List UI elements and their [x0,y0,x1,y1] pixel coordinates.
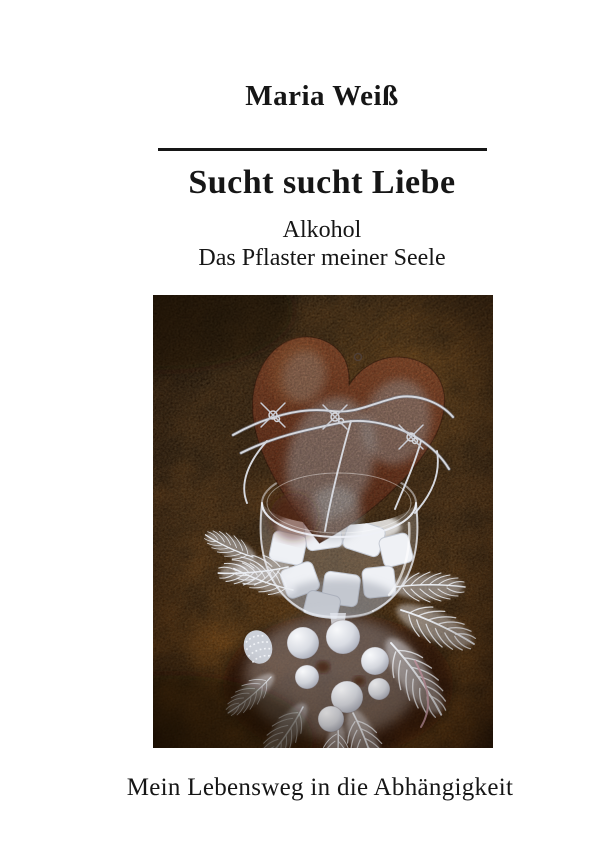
author-name: Maria Weiß [245,80,399,112]
book-title: Sucht sucht Liebe [188,164,456,201]
subtitle-line-1: Alkohol [282,217,362,243]
tagline: Mein Lebensweg in die Abhängigkeit [126,774,514,801]
subtitle-line-2: Das Pflaster meiner Seele [198,245,446,271]
divider-line [158,148,487,151]
cover-photo [153,295,493,748]
subtitle [44,216,600,272]
